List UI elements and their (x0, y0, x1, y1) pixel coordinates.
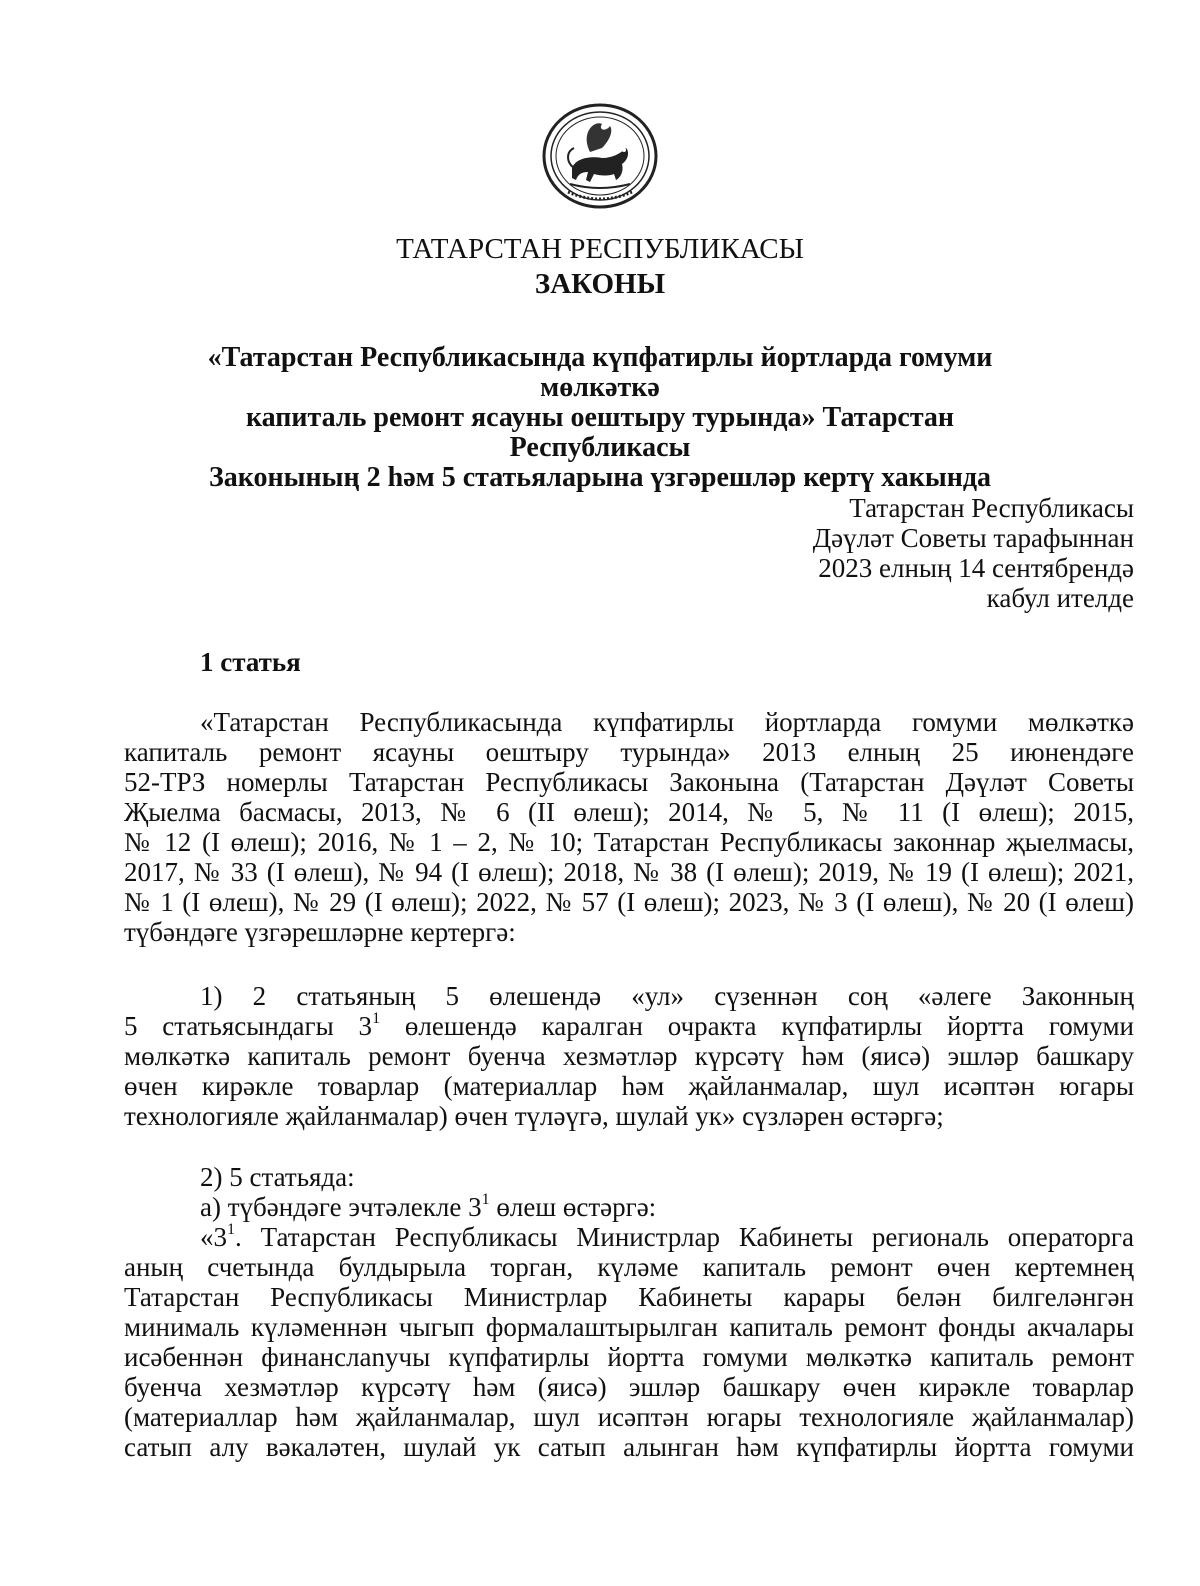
paragraph-line: № 1 (I өлеш), № 29 (I өлеш); 2022, № 57 (I өлеш); 2023, № 3 (I өлеш), № 20 (I өлеш) (124, 887, 1134, 917)
item-line: сатып алу вәкаләтен, шулай ук сатып алынган һәм күпфатирлы йортта гомуми (124, 1432, 1134, 1462)
title-line: капиталь ремонт ясауны оештыру турында» Татарстан Республикасы (245, 402, 955, 463)
item-line: технологияле җайланмалар) өчен түләүгә, шулай ук» сүзләрен өстәргә; (124, 1101, 944, 1131)
item-line: исәбеннән финанслanучы күпфатирлы йортта гомуми мөлкәткә капиталь ремонт (124, 1342, 1134, 1372)
paragraph-line: 52-ТРЗ номерлы Татарстан Республикасы Законына (Татарстан Дәүләт Советы (124, 767, 1134, 797)
law-title (160, 343, 1040, 493)
adoption-line: Татарстан Республикасы (849, 493, 1134, 523)
item-line: мөлкәткә капиталь ремонт буенча хезмәтләр күрсәтү һәм (яисә) эшләр башкару (124, 1041, 1134, 1071)
paragraph-line: № 12 (I өлеш); 2016, № 1 – 2, № 10; Татарстан Республикасы законнар җыелмасы, (124, 827, 1134, 857)
paragraph-line: Җыелма басмасы, 2013, № 6 (II өлеш); 2014, № 5, № 11 (I өлеш); 2015, (124, 797, 1134, 827)
title-line: Законының 2 һәм 5 статьяларына үзгәрешләр кертү хакында (208, 462, 991, 493)
item-line: минималь күләменнән чыгып формалаштырылган капиталь ремонт фонды акчалары (124, 1312, 1134, 1342)
item-line: 1) 2 статьяның 5 өлешендә «ул» сүзеннән соң «әлеге Законның (200, 981, 1134, 1011)
item-2 (124, 1162, 1134, 1462)
item-line: 5 статьясындагы $3^1$ өлешендә каралган очракта күпфатирлы йортта гомуми (124, 1010, 1134, 1041)
adoption-line: 2023 елның 14 сентябрендә (818, 553, 1134, 583)
article-heading: 1 статья (200, 647, 301, 677)
item-line: өчен кирәкле товарлар (материаллар һәм җайланмалар, шул исәптән югары (124, 1071, 1134, 1101)
paragraph-line: түбәндәге үзгәрешләрне кертергә: (124, 917, 516, 947)
item-1 (124, 981, 1134, 1131)
paragraph-line: «Татарстан Республикасында күпфатирлы йортларда гомуми мөлкәткә (200, 707, 1134, 737)
paragraph-line: 2017, № 33 (I өлеш), № 94 (I өлеш); 2018, № 38 (I өлеш); 2019, № 19 (I өлеш); 2021, (124, 857, 1134, 887)
paragraph-1 (124, 707, 1134, 947)
item-line: а) түбәндәге эчтәлекле $3^1$ өлеш өстәргә: (200, 1191, 657, 1222)
adoption-note (813, 493, 1134, 613)
title-line: «Татарстан Республикасында күпфатирлы йортларда гомуми мөлкәткә (207, 342, 993, 403)
law-heading: ЗАКОНЫ (534, 268, 666, 300)
paragraph-line: капиталь ремонт ясауны оештыру турында» 2013 елның 25 июнендәге (124, 737, 1134, 767)
item-line: (материаллар һәм җайланмалар, шул исәптән югары технологияле җайланмалар) (124, 1402, 1134, 1432)
adoption-line: Дәүләт Советы тарафыннан (812, 523, 1134, 553)
item-line: буенча хезмәтләр күрсәтү һәм (яисә) эшләр башкару өчен кирәкле товарлар (124, 1372, 1134, 1402)
item-line: Татарстан Республикасы Министрлар Кабинеты карары белән билгеләнгән (124, 1282, 1134, 1312)
item-line: 2) 5 статьяда: (200, 1162, 355, 1192)
item-line: «$3^1$. Татарстан Республикасы Министрлар Кабинеты региональ операторга (200, 1221, 1134, 1252)
adoption-line: кабул ителде (986, 583, 1134, 613)
republic-name: ТАТАРСТАН РЕСПУБЛИКАСЫ (396, 233, 804, 265)
tatarstan-emblem (540, 102, 660, 210)
item-line: аның счетында булдырыла торган, күләме капиталь ремонт өчен кертемнең (124, 1252, 1134, 1282)
